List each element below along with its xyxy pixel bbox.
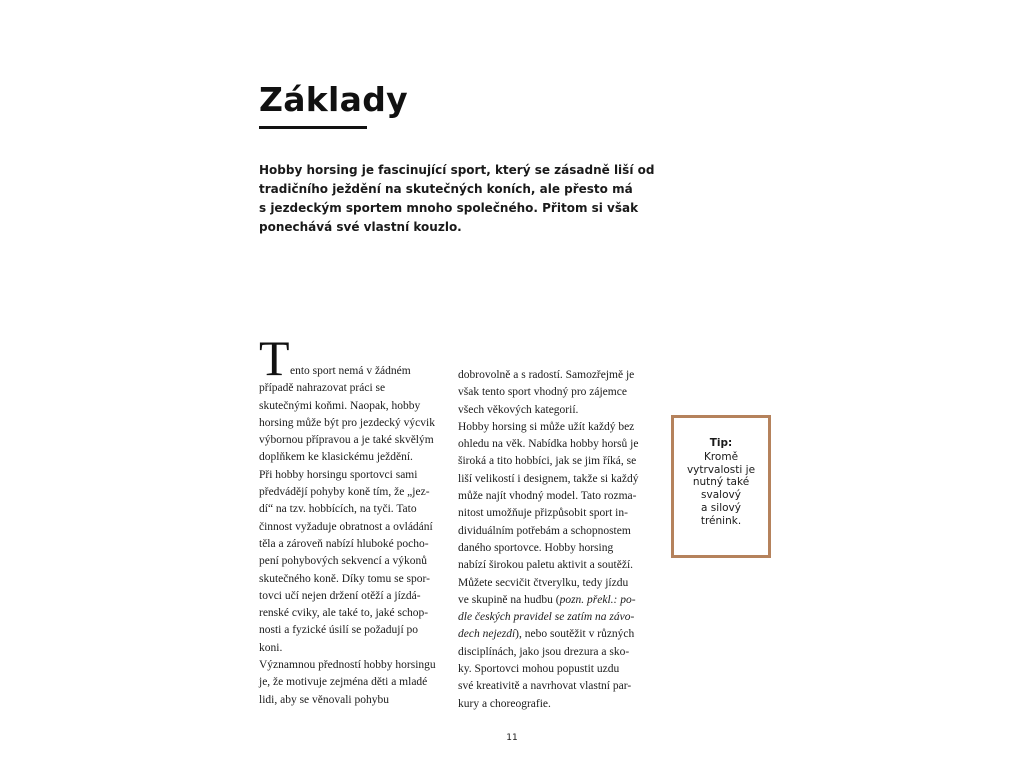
body-line: [458, 609, 652, 626]
lead-paragraph: [259, 161, 655, 237]
body-line: disciplínách, jako jsou drezura a sko-: [458, 645, 630, 658]
body-line: Můžete secvičit čtverylku, tedy jízdu: [458, 576, 629, 589]
body-line: své kreativitě a navrhovat vlastní par-: [458, 680, 632, 693]
translator-note: dle českých pravidel se zatím na závo-: [458, 611, 635, 624]
body-line: nitost umožňuje přizpůsobit sport in-: [458, 507, 628, 520]
body-line: dividuálním potřebám a schopnostem: [458, 524, 631, 537]
body-text: ), nebo soutěžit v různých: [515, 628, 635, 641]
body-line: široká a tito hobbíci, jak se jim říká, se: [458, 455, 637, 468]
body-line: činnost vyžaduje obratnost a ovládání: [259, 520, 433, 533]
body-line: horsing může být pro jezdecký výcvik: [259, 416, 435, 429]
body-text: ve skupině na hudbu (: [458, 593, 560, 606]
body-line: daného sportovce. Hobby horsing: [458, 541, 614, 554]
tip-line: svalový: [701, 489, 741, 502]
body-line: koni.: [259, 641, 283, 654]
body-line: tovci učí nejen držení otěží a jízdá-: [259, 589, 421, 602]
tip-line: nutný také: [692, 476, 750, 489]
body-line: může najít vhodný model. Tato rozma-: [458, 490, 637, 503]
translator-note: dech nejezdí: [458, 628, 516, 641]
lead-line: tradičního ježdění na skutečných koních, ale přesto má: [259, 182, 633, 196]
body-line: lidi, aby se věnovali pohybu: [259, 693, 389, 706]
body-line: Významnou předností hobby horsingu: [259, 659, 436, 672]
body-line: je, že motivuje zejména děti a mladé: [259, 676, 428, 689]
body-line: nabízí širokou paletu aktivit a soutěží.: [458, 559, 634, 572]
body-line: renské cviky, ale také to, jaké schop-: [259, 607, 429, 620]
page-title: Základy: [259, 80, 408, 119]
lead-line: ponechává své vlastní kouzlo.: [259, 220, 462, 234]
tip-line: trénink.: [700, 514, 742, 527]
body-line: všech věkových kategorií.: [458, 403, 579, 416]
body-line: Při hobby horsingu sportovci sami: [259, 468, 418, 481]
tip-box: [671, 415, 771, 558]
tip-line: vytrvalosti je: [686, 463, 756, 476]
lead-line: s jezdeckým sportem mnoho společného. Přitom si však: [259, 201, 639, 215]
body-line: [458, 626, 652, 643]
body-line: pení pohybových sekvencí a výkonů: [259, 555, 427, 568]
body-line: kury a choreografie.: [458, 697, 551, 710]
translator-note: pozn. překl.: po-: [559, 593, 636, 606]
drop-cap: T: [259, 330, 290, 386]
tip-line: a silový: [701, 501, 741, 514]
body-line: ento sport nemá v žádném: [290, 365, 411, 377]
tip-line: Kromě: [703, 450, 739, 463]
body-line: dí“ na tzv. hobbících, na tyči. Tato: [259, 503, 417, 516]
body-line: skutečnými koňmi. Naopak, hobby: [259, 399, 421, 412]
body-line: ky. Sportovci mohou popustit uzdu: [458, 663, 620, 676]
body-line: liší velikostí i designem, takže si každý: [458, 472, 639, 485]
body-line: případě nahrazovat práci se: [259, 382, 386, 395]
body-line: doplňkem ke klasickému ježdění.: [259, 451, 413, 464]
body-line: však tento sport vhodný pro zájemce: [458, 386, 627, 399]
body-line: těla a zároveň nabízí hluboké pocho-: [259, 537, 429, 550]
body-line: nosti a fyzické úsilí se požadují po: [259, 624, 419, 637]
lead-line: Hobby horsing je fascinující sport, který se zásadně liší od: [259, 163, 655, 177]
page-number: 11: [506, 733, 518, 743]
body-line: dobrovolně a s radostí. Samozřejmě je: [458, 369, 635, 381]
body-line: Hobby horsing si může užít každý bez: [458, 420, 635, 433]
body-column-left: [259, 363, 449, 709]
body-line: [458, 592, 652, 609]
body-column-right: [458, 367, 652, 713]
body-line: skutečného koně. Díky tomu se spor-: [259, 572, 430, 585]
title-underline: [259, 126, 367, 129]
body-line: předvádějí pohyby koně tím, že „jez-: [259, 486, 430, 499]
body-line: výbornou přípravou a je také skvělým: [259, 434, 434, 447]
body-line: ohledu na věk. Nabídka hobby horsů je: [458, 438, 639, 451]
tip-label: Tip:: [709, 437, 733, 449]
